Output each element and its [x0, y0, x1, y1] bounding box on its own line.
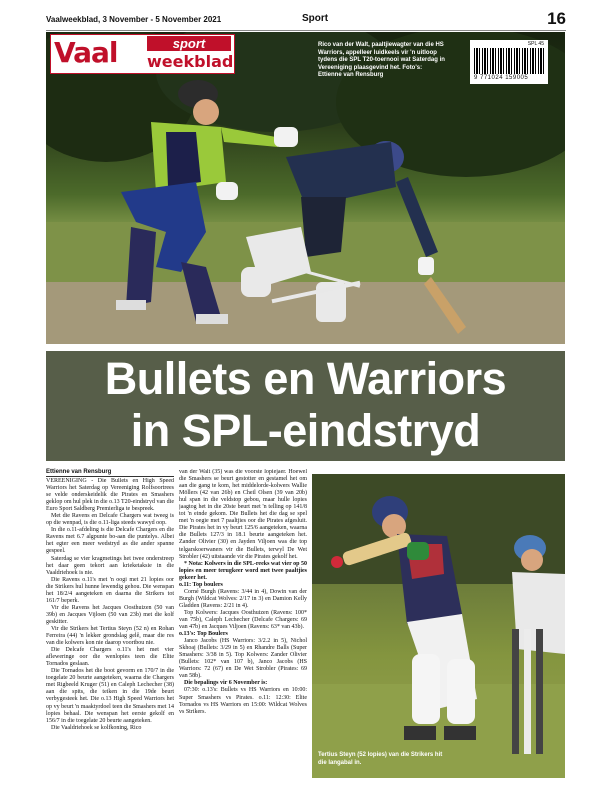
article-paragraph: Die Tornados het die boot gevorm en 170/7 in die toegelate 20 beurte aangeteken, waarna die Chargers met Rigbeeld Kruger (51) en Caleph Lechecher (38) aan die spits, die teiken in die 19de beurt verbygesteek het. Die o.13 High Speed Warriors het op vy beurt 'n maaktyrdoel teen die Smashers met 14 lopies behaal. Die wenspan het eerste gekolf en 156/7 in die toegelate 20 beurte aangeteken.	[46, 668, 174, 724]
fixtures-paragraph: 07:30: o.13's: Bullets vs HS Warriors en 10:00: Super Smashers vs Pirates. o.11: 12:30: Elite Tornados vs HS Warriors en 15:00: Wildcat Wolves vs Strikers.	[179, 687, 307, 715]
batsman-photo-caption: Tertius Steyn (52 lopies) van die Strikers hit die langabal in.	[318, 752, 443, 766]
headline-line-1: Bullets en Warriors	[104, 353, 507, 404]
headline	[46, 353, 565, 457]
article-column-1	[46, 478, 174, 790]
byline: Ettienne van Rensburg	[46, 469, 174, 477]
article-paragraph: In die o.11-afdeling is die Delcafe Chargers en die Ravens met 6.7 algpunte bo-aan die puntelys. Albei het egter een meer wedstryd as die ander spanne gespeel.	[46, 527, 174, 555]
article-paragraph: Die Ravens o.11's met 'n oogi met 21 lopies oor die Strikers hul hunne lewendig gehou. Die wenspan het 18/2/4 aangeteken en daarna die Strikers tot 161/7 beperk.	[46, 576, 174, 604]
stats-heading: o.13's: Top Boulers	[179, 631, 228, 638]
article-paragraph: van der Walt (35) was die voorste lopiejaer. Hoewel die Smashers se beurt gestotter en gestamel het om aan die gang te kom, het middelorde-kolwers Wallie Möllers (42 van 26b) en Cheil Olsen (39 van 20b) hul span in die veldstop gebou, maar hulle lopies jaagtog het in die 20ste beurt met 'n telling op 141/8 tot 'n einde gekom. Die Bullets het die dag se spel met 'n oegie met 7 paaltjies oor die Pirates afgesluit. Die Pirates het in vy beurt 125/6 aangeteken, waarna die Bullets 127/3 in 18.1 beurte aangeteken het. Zander Olivier (30) en Jayden Viljoen was die top telgarskoerwaners vir die Bullets, terwyl De Wet Strobler (42) uitstaande vir die Pirates gekolf het.	[179, 469, 307, 560]
cricket-photo-batsman-illustration	[312, 474, 565, 778]
stats-heading: o.11: Top boulers	[179, 581, 223, 588]
article-paragraph: Die Vaaldriehoek se kolfkoning, Rico	[51, 724, 142, 731]
headline-box	[46, 351, 565, 461]
article-paragraph: Vir die Ravens het Jacques Oosthuizen (50 van 39b) en Jacques Vijloen (50 van 23b) met die kolf geskitter.	[46, 604, 174, 625]
article-paragraph: VEREENIGING - Die Bullets en High Speed Warriors het Saterdag op Vereeniging Rolfsoortrees se velde onderskeidelik die Pirates en Smashers geklop om hul plek in die o.13 T20-eindstryd van die Euro Sport Saldberg Premierliga te bespreek.	[46, 478, 174, 513]
issue-date: Vaalweekblad, 3 November - 5 November 2021	[46, 15, 222, 24]
article-paragraph: Die Delcafe Chargers o.11's het met vier afleweringe oor die wenlopies teen die Elite Tornados geslaan.	[46, 647, 174, 668]
article-paragraph: Met die Ravens en Delcafe Chargers wat tweeg is op die wenpad, is die o.11-liga steeds wawyd oop.	[46, 513, 174, 527]
barcode-bars	[474, 48, 544, 74]
logo-weekblad: weekblad	[147, 52, 234, 71]
stats-paragraph: Corné Burgh (Ravens: 3/44 in 4), Dowin van der Burgh (Wildcat Wolves: 2/17 in 3) en Damion Kelly Gladden (Ravens: 2/21 in 4).	[179, 588, 307, 609]
section-name: Sport	[302, 13, 329, 24]
headline-line-2: in SPL-eindstryd	[130, 405, 481, 456]
article-column-2	[179, 469, 307, 790]
stats-paragraph: Top Kolwers: Jacques Oosthuizen (Ravens: 100* van 75b), Caleph Lechecher (Delcafe Chargers: 69 van 47b) en Jacques Viljoen (Ravens: 63* van 43b).	[179, 609, 307, 631]
barcode	[470, 40, 548, 84]
stats-paragraph: Janco Jacobs (HS Warriors: 3/2.2 in 5), Nichol Skhoaj (Bullets: 3/29 in 5) en Rhandre Balls (Super Smashers: 3/38 in 5). Top Kolwers: Zander Olivier (Bullets: 102* van 107 b), Janco Jacobs (HS Warriors: 72 (67) en De Wet Strobler (Pirates: 69 van 58b).	[179, 638, 307, 680]
barcode-number: 9 771024 159005	[474, 75, 529, 81]
page-header	[46, 8, 566, 31]
vaal-sport-logo	[50, 34, 235, 74]
article-paragraph: Vir die Strikers het Tertius Steyn (52 n) en Rohan Ferreira (44) 'n lekker grondslag gelê, maar die res van die kolwers kon nie daarop voortbou nie.	[46, 625, 174, 647]
article-note: * Nota: Kolwers in die SPL-reeks wat vier op 50 lopies en meer terugkeer word met twee paaltjies gekeer het.	[179, 560, 307, 581]
page-number: 16	[547, 9, 566, 28]
fixtures-heading: Die bepalings vir 6 November is:	[184, 680, 268, 687]
cricket-photo-batsman	[312, 474, 565, 778]
main-photo-caption: Rico van der Walt, paaltjiewagter van die HS Warriors, appelleer luidkeels vir 'n uitloop tydens die SPL T20-toernooi wat Saterdag in Vereeniging plaasgevind het. Foto's: Ettienne van Rensburg	[318, 42, 445, 78]
logo-vaal: Vaal	[54, 36, 118, 69]
article-paragraph: Saterdag se vier kragmetings het twee onderstreep het daar geen tekort aan krieketaksie in die Vaaldriehoek is nie.	[46, 555, 174, 576]
logo-sport: sport	[147, 36, 231, 51]
barcode-top-text: SPL 45	[527, 41, 544, 47]
